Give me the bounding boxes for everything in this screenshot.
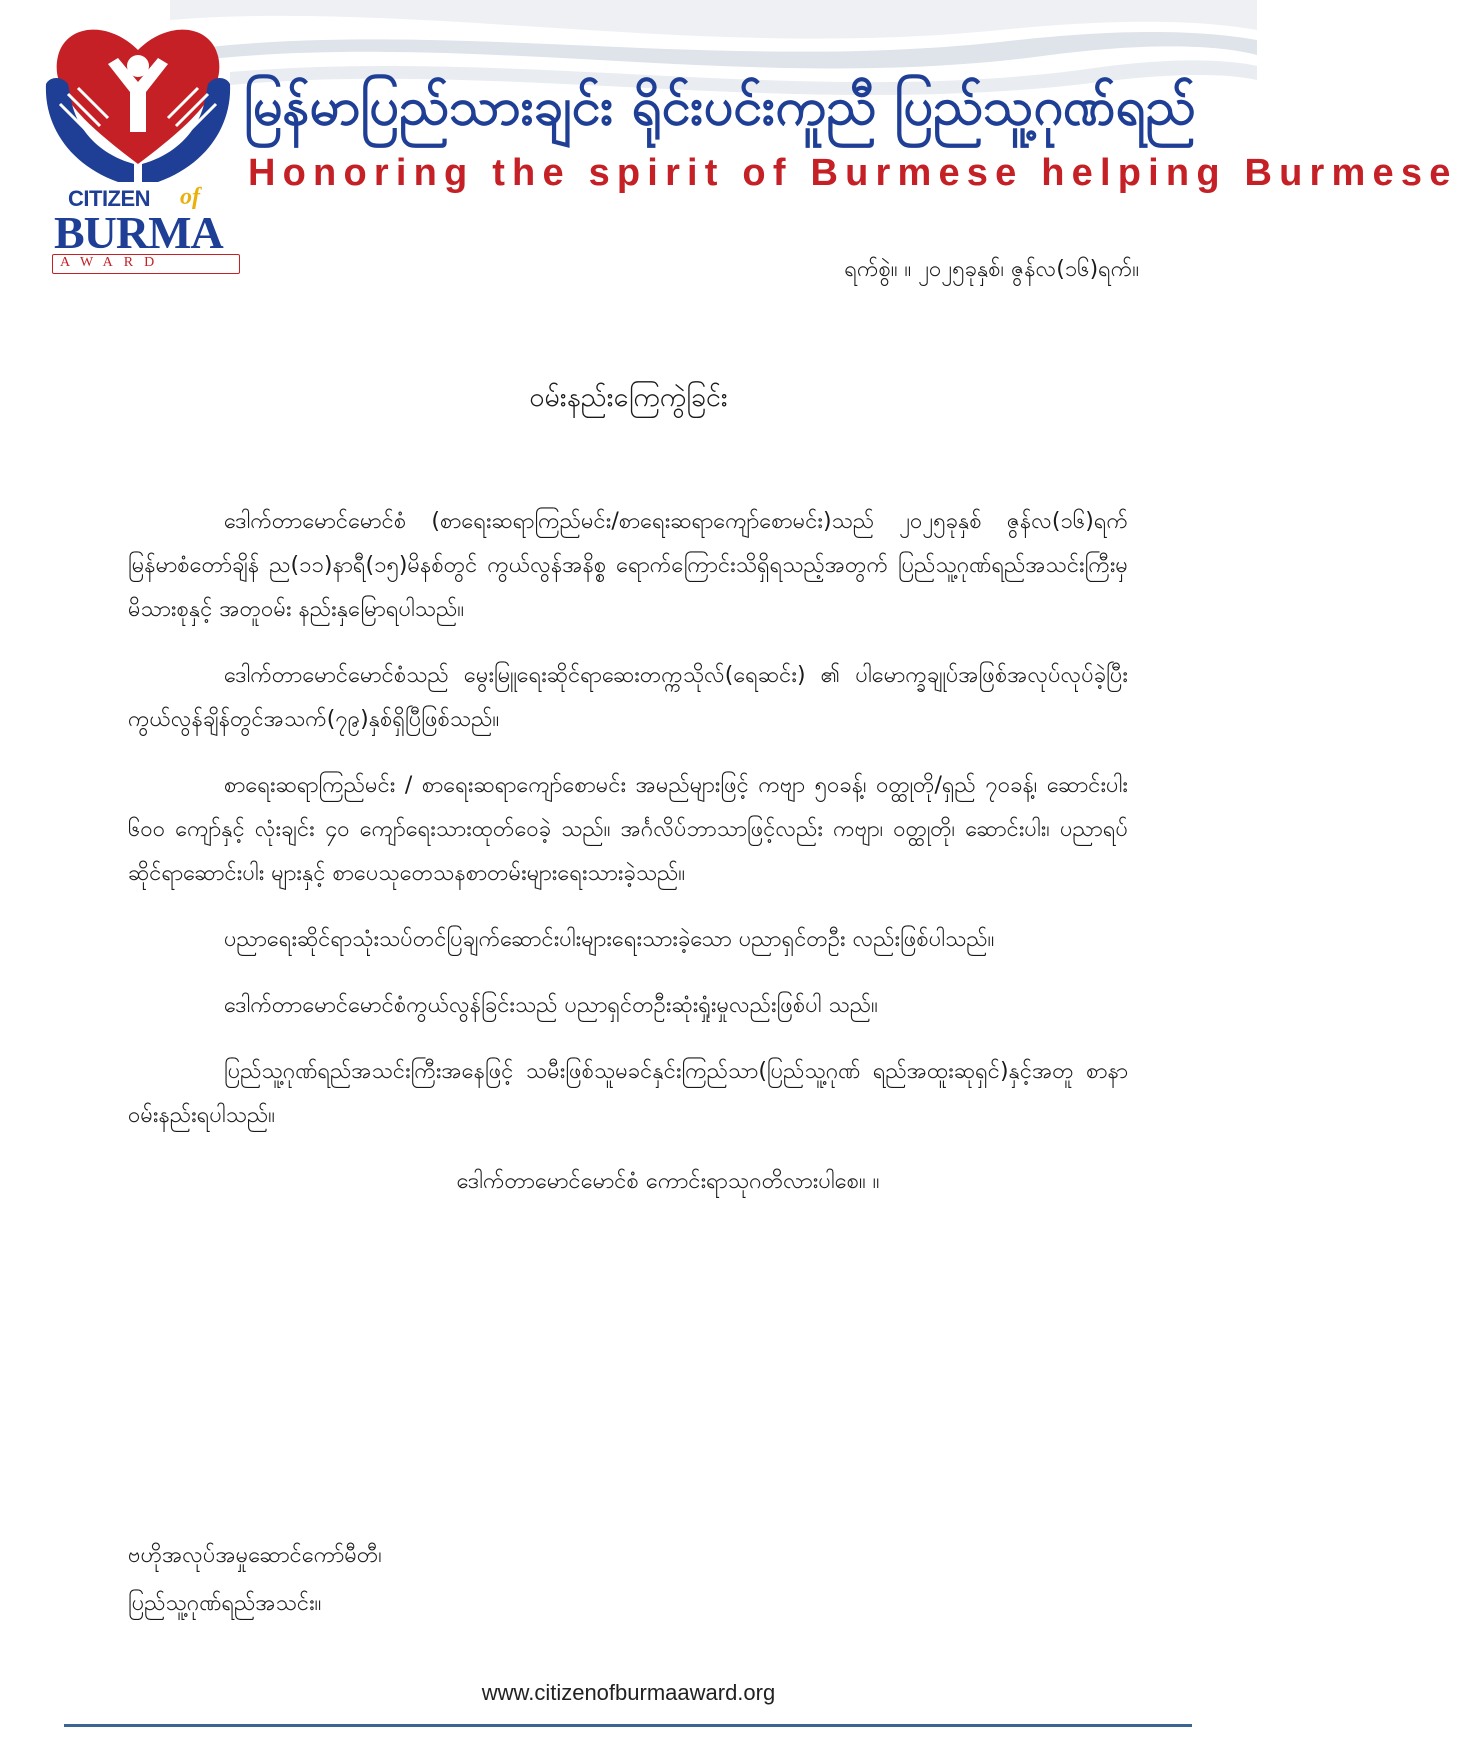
logo-burma-text: BURMA [54,207,223,258]
closing-line: ဒေါက်တာမောင်မောင်စံ ကောင်းရာသုဂတိလားပါစေ။ ။ [456,1169,880,1194]
organization-tagline-english: Honoring the spirit of Burmese helping Burmese [248,152,1458,194]
body-paragraph: ဒေါက်တာမောင်မောင်စံကွယ်လွန်ခြင်းသည် ပညာရှင်တဦးဆုံးရှုံးမှုလည်းဖြစ်ပါ သည်။ [224,993,878,1018]
logo-of-text: of [180,184,200,210]
footer-website-url[interactable]: www.citizenofburmaaward.org [481,1680,776,1705]
footer-divider [64,1724,1192,1727]
signature-block [128,1532,382,1628]
logo-award-text: AWARD [60,255,166,270]
organization-title-burmese: မြန်မာပြည်သားချင်း ရိုင်းပင်းကူညီ ပြည်သူ့ဂုဏ်ရည် [244,77,1196,137]
body-paragraph: ဒေါက်တာမောင်မောင်စံ (စာရေးဆရာကြည်မင်း/စာရေးဆရာကျော်စောမင်း)သည် ၂၀၂၅ခုနှစ် ဇွန်လ(၁၆)ရက် မြန်မာစံတော်ချိန် ည(၁၁)နာရီ(၁၅)မိနစ်တွင် ကွယ်လွန်အနိစ္စ ရောက်ကြောင်းသိရှိရသည့်အတွက် ပြည်သူ့ဂုဏ်ရည်အသင်းကြီးမှ မိသားစုနှင့် အတူဝမ်း နည်းနှမြောရပါသည်။ [128,509,1128,622]
body-paragraph: ပညာရေးဆိုင်ရာသုံးသပ်တင်ပြချက်ဆောင်းပါးများရေးသားခဲ့သော ပညာရှင်တဦး လည်းဖြစ်ပါသည်။ [224,927,995,952]
body-paragraph: ပြည်သူ့ဂုဏ်ရည်အသင်းကြီးအနေဖြင့် သမီးဖြစ်သူမခင်နှင်းကြည်သာ(ပြည်သူ့ဂုဏ် ရည်အထူးဆုရှင်)နှင့်အတူ စာနာဝမ်းနည်းရပါသည်။ [128,1059,1128,1128]
heart-hands-logo-icon [38,14,238,194]
citizen-of-burma-logo [38,14,238,270]
body-paragraph: ဒေါက်တာမောင်မောင်စံသည် မွေးမြူရေးဆိုင်ရာဆေးတက္ကသိုလ်(ရေဆင်း) ၏ ပါမောက္ခချုပ်အဖြစ်အလုပ်လုပ်ခဲ့ပြီး ကွယ်လွန်ချိန်တွင်အသက်(၇၉)နှစ်ရှိပြီဖြစ်သည်။ [128,663,1128,732]
logo-citizen-text: CITIZEN [68,186,151,211]
signature-organization: ပြည်သူ့ဂုဏ်ရည်အသင်း။ [128,1591,322,1616]
signature-committee: ဗဟိုအလုပ်အမှုဆောင်ကော်မီတီ၊ [128,1543,382,1568]
document-body [128,500,1128,1226]
document-date: ရက်စွဲ။ ။ ၂၀၂၅ခုနှစ်၊ ဇွန်လ(၁၆)ရက်။ [844,257,1139,282]
document-heading: ဝမ်းနည်းကြေကွဲခြင်း [529,382,728,413]
body-paragraph: စာရေးဆရာကြည်မင်း / စာရေးဆရာကျော်စောမင်း အမည်များဖြင့် ကဗျာ ၅၀ခန့်၊ ဝတ္ထုတို/ရှည် ၇၀ခန့်၊ ဆောင်းပါး ၆၀၀ ကျော်နှင့် လုံးချင်း ၄၀ ကျော်ရေးသားထုတ်ဝေခဲ့ သည်။ အင်္ဂလိပ်ဘာသာဖြင့်လည်း ကဗျာ၊ ဝတ္ထုတို၊ ဆောင်းပါး၊ ပညာရပ်ဆိုင်ရာဆောင်းပါး များနှင့် စာပေသုတေသနစာတမ်းများရေးသားခဲ့သည်။ [128,773,1129,886]
